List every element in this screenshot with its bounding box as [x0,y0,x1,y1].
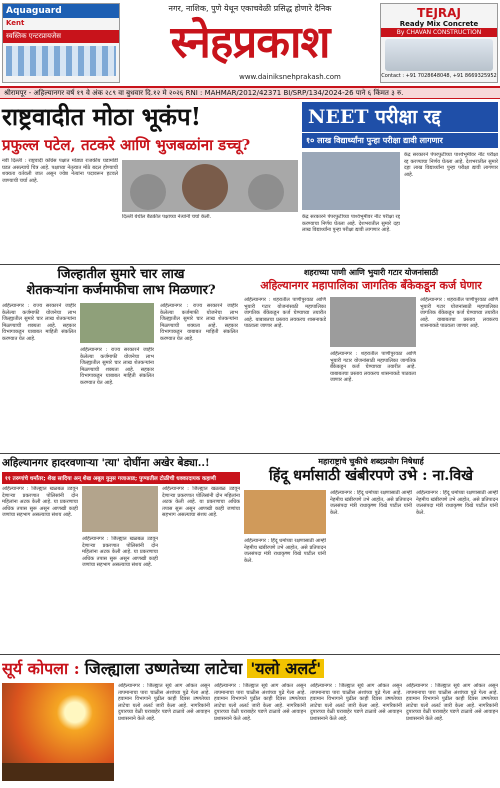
story-body-col2: अहिल्यानगर : जिल्ह्यात सूर्य आग ओकत असून तापमानाचा पारा चाळीस अंशांच्या पुढे गेला आहे. हवामान विभागाने पुढील काही दिवस उष्णतेच्या लाटेचा यलो अलर्ट जारी केला आहे. नागरिकांनी दुपारच्या वेळी घराबाहेर पडणे टाळावे असे आवाहन प्रशासनाने केले आहे. [214,683,306,722]
accused-photo [82,486,158,532]
story-headline: राष्ट्रवादीत मोठा भूकंप! [2,102,202,131]
masthead-tagline: नगर, नाशिक, पुणे येथून एकाचवेळी प्रसिद्ध होणारे दैनिक [168,4,332,13]
story-body-col4: अहिल्यानगर : जिल्ह्यात सूर्य आग ओकत असून तापमानाचा पारा चाळीस अंशांच्या पुढे गेला आहे. हवामान विभागाने पुढील काही दिवस उष्णतेच्या लाटेचा यलो अलर्ट जारी केला आहे. नागरिकांनी दुपारच्या वेळी घराबाहेर पडणे टाळावे असे आवाहन प्रशासनाने केले आहे. [406,683,498,722]
tejraj-ad [380,3,498,83]
story-body-col3: अहिल्यानगर : शहरातील पाणीपुरवठा आणि भुयारी गटार योजनांसाठी महापालिका जागतिक बँकेकडून कर्ज घेण्याच्या तयारीत आहे. याबाबतचा प्रस्ताव लवकरच शासनाकडे पाठवला जाणार आहे. [420,297,498,329]
story-loan-waiver [2,267,240,451]
section-divider [0,264,500,265]
story-body: नवी दिल्ली : राष्ट्रवादी काँग्रेस पक्षात मोठ्या राजकीय घडामोडी घडत असल्याचे चित्र आहे. पक्षाच्या नेतृत्वात मोठे बदल होण्याची शक्यता वर्तवली जात असून ज्येष्ठ नेत्यांना पदावरून हटवले जाण्याची चर्चा आहे. [2,158,118,184]
ad-brand: Aquaguard [3,4,119,18]
story-subhead: प्रफुल्ल पटेल, तटकरे आणि भुजबळांना डच्चू? [2,136,251,154]
story-body: अहिल्यानगर : राज्य सरकारने जाहीर केलेल्या कर्जमाफी योजनेचा लाभ जिल्ह्यातील सुमारे चार लाख शेतकऱ्यांना मिळण्याची शक्यता आहे. सहकार विभागाकडून याबाबत माहिती संकलित करण्यात येत आहे. [2,303,76,342]
story-body-col2: अहिल्यानगर : राज्य सरकारने जाहीर केलेल्या कर्जमाफी योजनेचा लाभ जिल्ह्यातील सुमारे चार लाख शेतकऱ्यांना मिळण्याची शक्यता आहे. सहकार विभागाकडून याबाबत माहिती संकलित करण्यात येत आहे. [80,347,154,386]
story-neet [302,102,498,262]
story-body-col2: अहिल्यानगर : हिंदू धर्माच्या रक्षणासाठी आम्ही नेहमीच खंबीरपणे उभे आहोत, असे प्रतिपादन जलसंपदा मंत्री राधाकृष्ण विखे पाटील यांनी केले. [330,490,412,516]
story-world-bank-loan [244,267,498,451]
sun-heat-image [2,683,114,781]
ad-tagline: Ready Mix Concrete [399,20,479,28]
headline-part1: सूर्य कोपला : [2,659,80,678]
story-conversion-arrest [2,456,240,652]
photo-caption: दिल्ली येथील बैठकीत पक्षाच्या नेत्यांनी चर्चा केली. [122,214,212,220]
water-purifier-image [6,46,116,76]
story-body-continued: केंद्र सरकारने पेपरफुटीच्या पार्श्वभूमीवर नीट परीक्षा रद्द करण्याचा निर्णय घेतला आहे. देशभरातील सुमारे दहा लाख विद्यार्थ्यांना पुन्हा परीक्षा द्यावी लागणार आहे. [302,214,400,233]
story-body-col3: अहिल्यानगर : हिंदू धर्माच्या रक्षणासाठी आम्ही नेहमीच खंबीरपणे उभे आहोत, असे प्रतिपादन जलसंपदा मंत्री राधाकृष्ण विखे पाटील यांनी केले. [416,490,498,516]
ad-company: By CHAVAN CONSTRUCTION [381,28,497,37]
story-headline: अहिल्यानगर हादरवणाऱ्या 'त्या' दोघींना अखेर बेड्या..! [2,457,210,469]
story-heatwave [2,657,498,785]
ad-contact: Contact : +91 7028648048, +91 8669325952 [381,73,497,79]
story-headline: अहिल्यानगर महापालिका जागतिक बँकेकडून कर्ज घेणार [260,279,482,292]
website-link[interactable]: www.dainiksnehprakash.com [239,73,341,81]
meeting-photo [330,297,416,347]
story-body-col2: अहिल्यानगर : जिल्ह्यात खळबळ उडवून देणाऱ्या प्रकरणात पोलिसांनी दोन महिलांना अटक केली आहे. या प्रकरणाचा अधिक तपास सुरू असून आणखी काही जणांचा सहभाग असल्याचा संशय आहे. [82,536,158,568]
story-kicker: महाराष्ट्राचे चुकीचे शब्दप्रयोग निषेधार्ह [318,457,424,466]
story-body: अहिल्यानगर : जिल्ह्यात सूर्य आग ओकत असून तापमानाचा पारा चाळीस अंशांच्या पुढे गेला आहे. हवामान विभागाने पुढील काही दिवस उष्णतेच्या लाटेचा यलो अलर्ट जारी केला आहे. नागरिकांनी दुपारच्या वेळी घराबाहेर पडणे टाळावे असे आवाहन प्रशासनाने केले आहे. [118,683,210,722]
story-kicker: शहराच्या पाणी आणि भुयारी गटार योजनांसाठी [303,268,439,277]
exam-hall-photo [302,152,400,210]
dateline-bar: श्रीरामपूर - अहिल्यानगर वर्ष १९ वे अंक २८९ वा बुधवार दि.१२ मे २०२६ RNI : MAHMAR/2012/42371 BI/SRP/134/2024-26 पाने ६ किंमत ३ रु. [0,86,500,99]
story-body-col3: अहिल्यानगर : जिल्ह्यात सूर्य आग ओकत असून तापमानाचा पारा चाळीस अंशांच्या पुढे गेला आहे. हवामान विभागाने पुढील काही दिवस उष्णतेच्या लाटेचा यलो अलर्ट जारी केला आहे. नागरिकांनी दुपारच्या वेळी घराबाहेर पडणे टाळावे असे आवाहन प्रशासनाने केले आहे. [310,683,402,722]
headline-part2: जिल्ह्याला उष्णतेच्या लाटेचा [84,659,243,678]
newspaper-logo: स्नेहप्रकाश [170,17,330,68]
aquaguard-ad [2,3,120,83]
story-headline-line1: जिल्हातील सुमारे चार लाख [57,267,185,282]
story-body-col2: अहिल्यानगर : शहरातील पाणीपुरवठा आणि भुयारी गटार योजनांसाठी महापालिका जागतिक बँकेकडून कर्ज घेण्याच्या तयारीत आहे. याबाबतचा प्रस्ताव लवकरच शासनाकडे पाठवला जाणार आहे. [330,351,416,383]
masthead [0,0,500,84]
ad-shop-name: स्वस्तिक एन्टरप्रायजेस [3,30,119,43]
story-headline: हिंदू धर्मासाठी खंबीरपणे उभे : ना.विखे [268,467,474,484]
story-ncp [2,102,300,262]
story-headline [2,657,498,679]
headline-part3: 'यलो अलर्ट' [247,659,324,678]
ad-sub-brand: Kent [6,19,25,27]
story-photo [122,160,298,212]
section-divider [0,654,500,655]
event-photo [244,490,326,534]
section-divider [0,453,500,454]
story-subhead: १० लाख विद्यार्थ्यांना पुन्हा परीक्षा द्यावी लागणार [302,133,498,148]
story-body: केंद्र सरकारने पेपरफुटीच्या पार्श्वभूमीवर नीट परीक्षा रद्द करण्याचा निर्णय घेतला आहे. देशभरातील सुमारे दहा लाख विद्यार्थ्यांना पुन्हा परीक्षा द्यावी लागणार आहे. [404,152,498,178]
farmer-photo [80,303,154,343]
story-body: अहिल्यानगर : शहरातील पाणीपुरवठा आणि भुयारी गटार योजनांसाठी महापालिका जागतिक बँकेकडून कर्ज घेण्याच्या तयारीत आहे. याबाबतचा प्रस्ताव लवकरच शासनाकडे पाठवला जाणार आहे. [244,297,326,329]
story-subhead: ११ तरुणांचे धर्मांतर; शेख सादिया अन् शेख अबूल युनुस गजाआड; पुण्यातील टोळीची धक्कादायक कहाणी [2,472,240,484]
story-body-col3: अहिल्यानगर : जिल्ह्यात खळबळ उडवून देणाऱ्या प्रकरणात पोलिसांनी दोन महिलांना अटक केली आहे. या प्रकरणाचा अधिक तपास सुरू असून आणखी काही जणांचा सहभाग असल्याचा संशय आहे. [162,486,240,518]
story-vikhe [244,456,498,652]
story-headline-line2: शेतकऱ्यांना कर्जमाफीचा लाभ मिळणार? [26,283,216,298]
concrete-truck-image [385,39,493,71]
story-body-col3: अहिल्यानगर : राज्य सरकारने जाहीर केलेल्या कर्जमाफी योजनेचा लाभ जिल्ह्यातील सुमारे चार लाख शेतकऱ्यांना मिळण्याची शक्यता आहे. सहकार विभागाकडून याबाबत माहिती संकलित करण्यात येत आहे. [160,303,238,342]
story-body: अहिल्यानगर : जिल्ह्यात खळबळ उडवून देणाऱ्या प्रकरणात पोलिसांनी दोन महिलांना अटक केली आहे. या प्रकरणाचा अधिक तपास सुरू असून आणखी काही जणांचा सहभाग असल्याचा संशय आहे. [2,486,78,518]
story-headline: NEET परीक्षा रद्द [302,102,498,132]
story-body: अहिल्यानगर : हिंदू धर्माच्या रक्षणासाठी आम्ही नेहमीच खंबीरपणे उभे आहोत, असे प्रतिपादन जलसंपदा मंत्री राधाकृष्ण विखे पाटील यांनी केले. [244,538,326,564]
ad-brand: TEJRAJ [417,6,461,20]
